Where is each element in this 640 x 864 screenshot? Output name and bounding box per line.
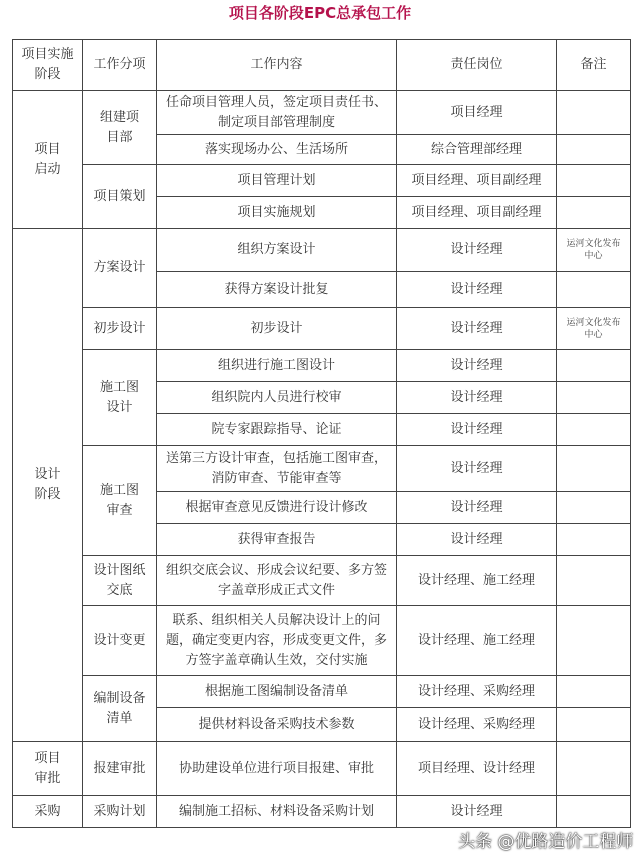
header-stage: 项目实施阶段	[13, 40, 83, 91]
table-row	[13, 229, 631, 272]
note-cell: 运河文化发布中心	[557, 308, 631, 350]
table-row	[13, 350, 631, 382]
content-cell: 获得方案设计批复	[157, 272, 397, 308]
header-role: 责任岗位	[397, 40, 557, 91]
table-row	[13, 91, 631, 135]
content-cell: 落实现场办公、生活场所	[157, 135, 397, 165]
header-content: 工作内容	[157, 40, 397, 91]
role-cell: 设计经理、施工经理	[397, 556, 557, 606]
role-cell: 设计经理、施工经理	[397, 606, 557, 676]
content-cell: 初步设计	[157, 308, 397, 350]
note-cell	[557, 492, 631, 524]
content-cell: 联系、组织相关人员解决设计上的问题，确定变更内容，形成变更文件，多方签字盖章确认生效，交付实施	[157, 606, 397, 676]
sub-cell: 施工图设计	[83, 350, 157, 446]
role-cell: 项目经理、项目副经理	[397, 165, 557, 197]
note-cell	[557, 606, 631, 676]
table-row	[13, 606, 631, 676]
content-cell: 根据审查意见反馈进行设计修改	[157, 492, 397, 524]
sub-cell: 项目策划	[83, 165, 157, 229]
stage-cell: 项目审批	[13, 742, 83, 796]
content-cell: 协助建设单位进行项目报建、审批	[157, 742, 397, 796]
note-cell	[557, 742, 631, 796]
role-cell: 综合管理部经理	[397, 135, 557, 165]
note-cell	[557, 446, 631, 492]
content-cell: 送第三方设计审查，包括施工图审查，消防审查、节能审查等	[157, 446, 397, 492]
sub-cell: 采购计划	[83, 796, 157, 828]
role-cell: 设计经理、采购经理	[397, 676, 557, 708]
table-row	[13, 308, 631, 350]
table-row	[13, 742, 631, 796]
epc-work-table	[12, 39, 631, 828]
role-cell: 设计经理	[397, 414, 557, 446]
role-cell: 设计经理	[397, 229, 557, 272]
content-cell: 组织进行施工图设计	[157, 350, 397, 382]
page-title: 项目各阶段EPC总承包工作	[228, 4, 412, 22]
stage-cell: 设计阶段	[13, 229, 83, 742]
note-cell	[557, 796, 631, 828]
sub-cell: 施工图审查	[83, 446, 157, 556]
content-cell: 根据施工图编制设备清单	[157, 676, 397, 708]
content-cell: 获得审查报告	[157, 524, 397, 556]
note-cell	[557, 135, 631, 165]
role-cell: 设计经理	[397, 350, 557, 382]
note-cell	[557, 197, 631, 229]
stage-cell: 项目启动	[13, 91, 83, 229]
content-cell: 院专家跟踪指导、论证	[157, 414, 397, 446]
stage-cell: 采购	[13, 796, 83, 828]
sub-cell: 设计变更	[83, 606, 157, 676]
note-cell	[557, 350, 631, 382]
content-cell: 提供材料设备采购技术参数	[157, 708, 397, 742]
role-cell: 设计经理	[397, 524, 557, 556]
note-cell	[557, 382, 631, 414]
table-row	[13, 165, 631, 197]
note-cell	[557, 165, 631, 197]
content-cell: 项目管理计划	[157, 165, 397, 197]
role-cell: 设计经理	[397, 796, 557, 828]
table-row	[13, 446, 631, 492]
note-cell	[557, 272, 631, 308]
role-cell: 设计经理	[397, 446, 557, 492]
sub-cell: 设计图纸交底	[83, 556, 157, 606]
content-cell: 项目实施规划	[157, 197, 397, 229]
content-cell: 编制施工招标、材料设备采购计划	[157, 796, 397, 828]
role-cell: 项目经理、项目副经理	[397, 197, 557, 229]
note-cell: 运河文化发布中心	[557, 229, 631, 272]
note-cell	[557, 708, 631, 742]
content-cell: 组织院内人员进行校审	[157, 382, 397, 414]
header-sub: 工作分项	[83, 40, 157, 91]
content-cell: 组织方案设计	[157, 229, 397, 272]
note-cell	[557, 676, 631, 708]
role-cell: 设计经理	[397, 308, 557, 350]
note-cell	[557, 524, 631, 556]
header-row	[13, 40, 631, 91]
note-cell	[557, 91, 631, 135]
role-cell: 设计经理、采购经理	[397, 708, 557, 742]
table-row	[13, 556, 631, 606]
note-cell	[557, 556, 631, 606]
table-row	[13, 796, 631, 828]
watermark: 头条 @优路造价工程师	[458, 832, 634, 852]
sub-cell: 初步设计	[83, 308, 157, 350]
role-cell: 项目经理、设计经理	[397, 742, 557, 796]
sub-cell: 报建审批	[83, 742, 157, 796]
content-cell: 组织交底会议、形成会议纪要、多方签字盖章形成正式文件	[157, 556, 397, 606]
sub-cell: 方案设计	[83, 229, 157, 308]
note-cell	[557, 414, 631, 446]
table-row	[13, 676, 631, 708]
sub-cell: 组建项目部	[83, 91, 157, 165]
role-cell: 设计经理	[397, 492, 557, 524]
role-cell: 设计经理	[397, 272, 557, 308]
role-cell: 项目经理	[397, 91, 557, 135]
header-note: 备注	[557, 40, 631, 91]
sub-cell: 编制设备清单	[83, 676, 157, 742]
role-cell: 设计经理	[397, 382, 557, 414]
content-cell: 任命项目管理人员，签定项目责任书、制定项目部管理制度	[157, 91, 397, 135]
